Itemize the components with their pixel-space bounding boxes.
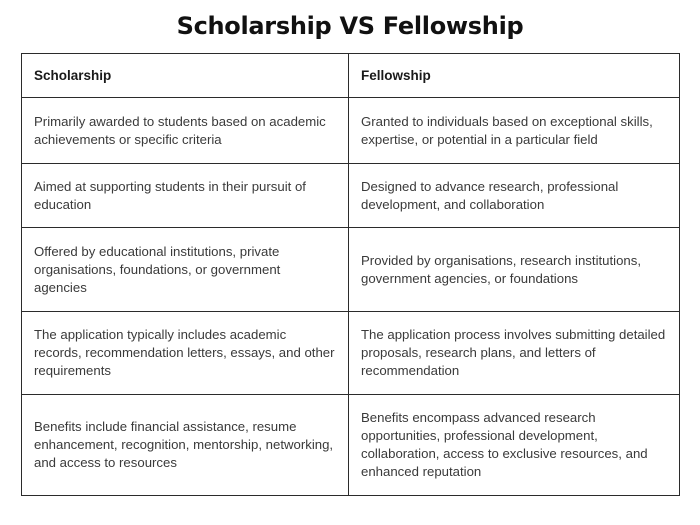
table-cell-scholarship: Offered by educational institutions, private organisations, foundations, or government agencies (22, 228, 349, 312)
table-cell-fellowship: The application process involves submitting detailed proposals, research plans, and letters of recommendation (349, 312, 680, 395)
table-row (22, 164, 680, 228)
column-header-fellowship: Fellowship (349, 54, 680, 98)
table-row (22, 98, 680, 164)
page-title: Scholarship VS Fellowship (176, 12, 524, 40)
table-row (22, 228, 680, 312)
table-cell-fellowship: Granted to individuals based on exceptional skills, expertise, or potential in a particular field (349, 98, 680, 164)
table-cell-fellowship: Benefits encompass advanced research opportunities, professional development, collaboration, access to exclusive resources, and enhanced reputation (349, 395, 680, 496)
table-cell-scholarship: Benefits include financial assistance, resume enhancement, recognition, mentorship, networking, and access to resources (22, 395, 349, 496)
table-header-row (22, 54, 680, 98)
comparison-table (21, 53, 680, 496)
table-row (22, 312, 680, 395)
table-cell-scholarship: Aimed at supporting students in their pursuit of education (22, 164, 349, 228)
table-cell-fellowship: Designed to advance research, professional development, and collaboration (349, 164, 680, 228)
table-cell-fellowship: Provided by organisations, research institutions, government agencies, or foundations (349, 228, 680, 312)
table-cell-scholarship: Primarily awarded to students based on academic achievements or specific criteria (22, 98, 349, 164)
table-row (22, 395, 680, 496)
column-header-scholarship: Scholarship (22, 54, 349, 98)
table-cell-scholarship: The application typically includes academic records, recommendation letters, essays, and other requirements (22, 312, 349, 395)
